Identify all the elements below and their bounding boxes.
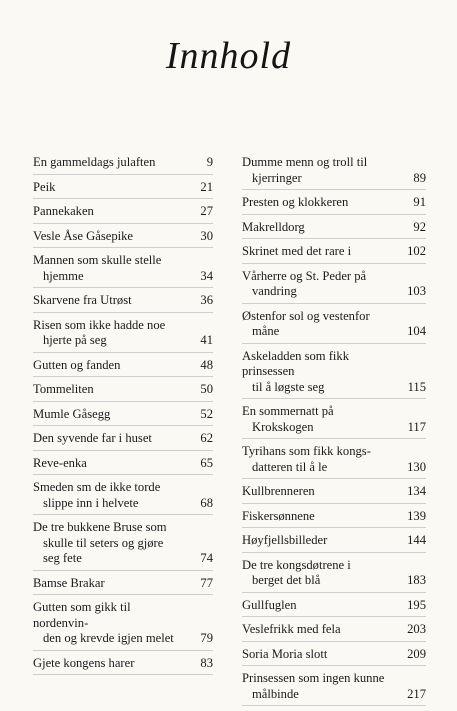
toc-entry xyxy=(242,484,426,504)
toc-entry-page-number: 21 xyxy=(200,179,213,194)
toc-entry-title-line: Den syvende far i huset xyxy=(33,431,152,445)
toc-column-left xyxy=(33,155,213,680)
toc-entry xyxy=(33,576,213,596)
toc-entry-title-line: Presten og klokkeren xyxy=(242,195,349,209)
toc-entry xyxy=(242,533,426,553)
toc-entry xyxy=(33,431,213,451)
toc-entry-title-line: hjemme xyxy=(43,268,84,283)
toc-entry xyxy=(33,229,213,249)
toc-entry-title xyxy=(33,656,179,672)
toc-entry-title-line: Tyrihans som fikk kongs- xyxy=(242,444,371,458)
toc-entry-page-number: 104 xyxy=(407,324,426,338)
toc-entry xyxy=(242,671,426,706)
toc-entry-title-line: Soria Moria slott xyxy=(242,646,328,661)
toc-entry-title-line: Gutten som gikk til nordenvin- xyxy=(33,600,131,630)
toc-entry-title-line: Smeden sm de ikke torde xyxy=(33,480,161,494)
toc-entry-page-number: 74 xyxy=(200,551,213,565)
toc-entry-title xyxy=(33,229,179,245)
toc-entry xyxy=(242,195,426,215)
toc-entry-title xyxy=(242,244,392,260)
toc-entry-page-number: 103 xyxy=(407,284,426,298)
toc-entry-title-line: Askeladden som fikk prinsessen xyxy=(242,348,350,378)
toc-entry-title-line: Gjete kongens harer xyxy=(33,655,135,670)
toc-entry-page-number: 41 xyxy=(200,333,213,347)
toc-entry-title xyxy=(242,195,392,211)
toc-entry-title-line: Veslefrikk med fela xyxy=(242,622,341,636)
toc-entry-page-number: 92 xyxy=(413,219,426,234)
toc-entry-title-line: Pannekaken xyxy=(33,204,94,218)
toc-entry-page-number: 91 xyxy=(413,195,426,209)
toc-entry xyxy=(242,622,426,642)
toc-entry-page-number: 117 xyxy=(407,419,426,434)
toc-entry xyxy=(242,309,426,344)
toc-entry-title xyxy=(242,220,392,236)
toc-entry-title xyxy=(33,382,179,398)
toc-entry xyxy=(33,180,213,200)
toc-entry-title xyxy=(33,253,179,284)
toc-entry-title xyxy=(242,444,392,475)
toc-entry-title-line: Vesle Åse Gåsepike xyxy=(33,228,134,243)
toc-entry-title-line: Skarvene fra Utrøst xyxy=(33,293,132,307)
toc-entry xyxy=(33,382,213,402)
toc-entry-title xyxy=(33,431,179,447)
toc-entry-title-line: Kullbrenneren xyxy=(242,484,315,498)
toc-entry-title-line: Bamse Brakar xyxy=(33,575,105,590)
toc-entry-title-line: datteren til å le xyxy=(252,459,328,474)
toc-entry-title-line: Prinsessen som ingen kunne xyxy=(242,671,385,685)
toc-entry xyxy=(33,293,213,313)
toc-entry-page-number: 195 xyxy=(407,597,426,612)
toc-entry-title xyxy=(33,293,179,309)
toc-entry-title xyxy=(242,269,392,300)
toc-entry-title xyxy=(33,576,179,592)
toc-entry-title xyxy=(33,358,179,374)
toc-entry xyxy=(242,444,426,479)
toc-entry-page-number: 144 xyxy=(407,533,426,547)
toc-entry-title-line: Krokskogen xyxy=(252,419,314,434)
toc-entry-title-line: måne xyxy=(252,324,280,338)
toc-entry xyxy=(33,407,213,427)
toc-entry-page-number: 9 xyxy=(206,155,213,169)
toc-entry-title-line: Fiskersønnene xyxy=(242,508,315,523)
toc-entry-page-number: 68 xyxy=(200,495,213,510)
toc-entry-title xyxy=(242,622,392,638)
toc-entry-page-number: 89 xyxy=(413,170,426,185)
toc-entry xyxy=(33,358,213,378)
toc-entry-title xyxy=(33,407,179,423)
toc-entry-page-number: 134 xyxy=(407,484,426,498)
toc-entry-title xyxy=(33,180,179,196)
toc-entry-title-line: Høyfjellsbilleder xyxy=(242,533,328,547)
toc-entry-title xyxy=(33,318,179,349)
toc-entry-title-line: Gutten og fanden xyxy=(33,357,121,372)
toc-entry-title-line: berget det blå xyxy=(252,573,321,587)
toc-entry-page-number: 27 xyxy=(200,204,213,218)
toc-entry-page-number: 102 xyxy=(407,244,426,258)
toc-entry-title-line: En sommernatt på xyxy=(242,404,334,418)
page-title: Innhold xyxy=(165,35,292,77)
toc-entry-title xyxy=(242,509,392,525)
toc-entry xyxy=(33,456,213,476)
toc-entry-title-line: slippe inn i helvete xyxy=(43,495,139,510)
toc-entry-title-line: Gullfuglen xyxy=(242,597,297,612)
toc-entry xyxy=(242,349,426,400)
toc-entry-page-number: 48 xyxy=(200,357,213,372)
toc-entry-title-line: Tommeliten xyxy=(33,382,94,396)
toc-entry-page-number: 83 xyxy=(200,655,213,670)
toc-entry-page-number: 34 xyxy=(200,268,213,283)
toc-entry-title-line: Vårherre og St. Peder på xyxy=(242,268,367,283)
toc-entry-page-number: 209 xyxy=(407,646,426,661)
toc-entry-page-number: 79 xyxy=(200,631,213,645)
toc-entry-title xyxy=(242,647,392,663)
toc-entry xyxy=(242,244,426,264)
toc-entry-page-number: 30 xyxy=(200,228,213,243)
toc-entry-title xyxy=(33,520,179,567)
toc-entry xyxy=(33,253,213,288)
toc-entry-title xyxy=(242,404,392,435)
toc-entry-title-line: kjerringer xyxy=(252,170,302,185)
toc-entry-page-number: 183 xyxy=(407,573,426,587)
toc-entry-title-line: til å løgste seg xyxy=(252,379,325,394)
toc-entry-title xyxy=(242,349,392,396)
toc-entry-title-line: målbinde xyxy=(252,686,299,701)
toc-entry-title-line: Risen som ikke hadde noe xyxy=(33,317,166,332)
toc-entry-title-line: hjerte på seg xyxy=(43,333,107,347)
toc-entry xyxy=(242,598,426,618)
toc-entry xyxy=(33,318,213,353)
toc-entry-title xyxy=(242,671,392,702)
toc-entry xyxy=(242,220,426,240)
toc-entry-page-number: 50 xyxy=(200,382,213,396)
toc-entry xyxy=(33,155,213,175)
toc-entry-title xyxy=(33,456,179,472)
toc-entry-page-number: 203 xyxy=(407,622,426,636)
toc-entry xyxy=(242,647,426,667)
toc-entry-title xyxy=(242,309,392,340)
toc-entry-title-line: Dumme menn og troll til xyxy=(242,155,368,169)
toc-entry xyxy=(33,656,213,676)
toc-entry-title-line: den og krevde igjen melet xyxy=(43,631,174,645)
toc-entry-title-line: De tre bukkene Bruse som xyxy=(33,520,167,534)
toc-entry-title-line: Østenfor sol og vestenfor xyxy=(242,308,370,323)
toc-entry-title-line: Makrelldorg xyxy=(242,219,305,234)
toc-entry-title-line: Reve-enka xyxy=(33,455,87,470)
toc-entry-title xyxy=(242,558,392,589)
toc-entry-page-number: 115 xyxy=(407,379,426,394)
toc-entry-title-line: vandring xyxy=(252,284,297,298)
toc-entry xyxy=(33,480,213,515)
toc-entry-title-line: Mannen som skulle stelle xyxy=(33,253,162,267)
toc-entry-title-line: seg fete xyxy=(43,551,82,565)
toc-entry-title xyxy=(33,600,179,647)
toc-entry-title xyxy=(242,598,392,614)
toc-entry-page-number: 62 xyxy=(200,431,213,445)
toc-entry xyxy=(242,558,426,593)
toc-entry-title-line: Mumle Gåsegg xyxy=(33,406,111,421)
toc-entry xyxy=(33,520,213,571)
toc-entry-title-line: En gammeldags julaften xyxy=(33,155,156,169)
toc-entry-title xyxy=(242,155,392,186)
toc-column-right xyxy=(242,155,426,711)
toc-entry xyxy=(242,269,426,304)
toc-entry xyxy=(33,204,213,224)
toc-entry-title xyxy=(242,533,392,549)
toc-entry-title xyxy=(33,155,179,171)
toc-entry-page-number: 130 xyxy=(407,459,426,474)
toc-entry-title xyxy=(242,484,392,500)
toc-entry-title-line: skulle til seters og gjøre xyxy=(43,535,164,550)
toc-entry xyxy=(242,155,426,190)
toc-entry xyxy=(242,509,426,529)
toc-entry-page-number: 217 xyxy=(407,686,426,701)
toc-entry-title xyxy=(33,204,179,220)
toc-entry-title-line: Peik xyxy=(33,179,56,194)
toc-entry-page-number: 65 xyxy=(200,455,213,470)
toc-entry-page-number: 36 xyxy=(200,293,213,307)
toc-entry-page-number: 52 xyxy=(200,406,213,421)
toc-entry xyxy=(33,600,213,651)
toc-entry-title-line: De tre kongsdøtrene i xyxy=(242,557,351,572)
toc-entry-title-line: Skrinet med det rare i xyxy=(242,244,352,258)
toc-entry xyxy=(242,404,426,439)
toc-entry-title xyxy=(33,480,179,511)
toc-entry-page-number: 139 xyxy=(407,508,426,523)
toc-entry-page-number: 77 xyxy=(200,575,213,590)
